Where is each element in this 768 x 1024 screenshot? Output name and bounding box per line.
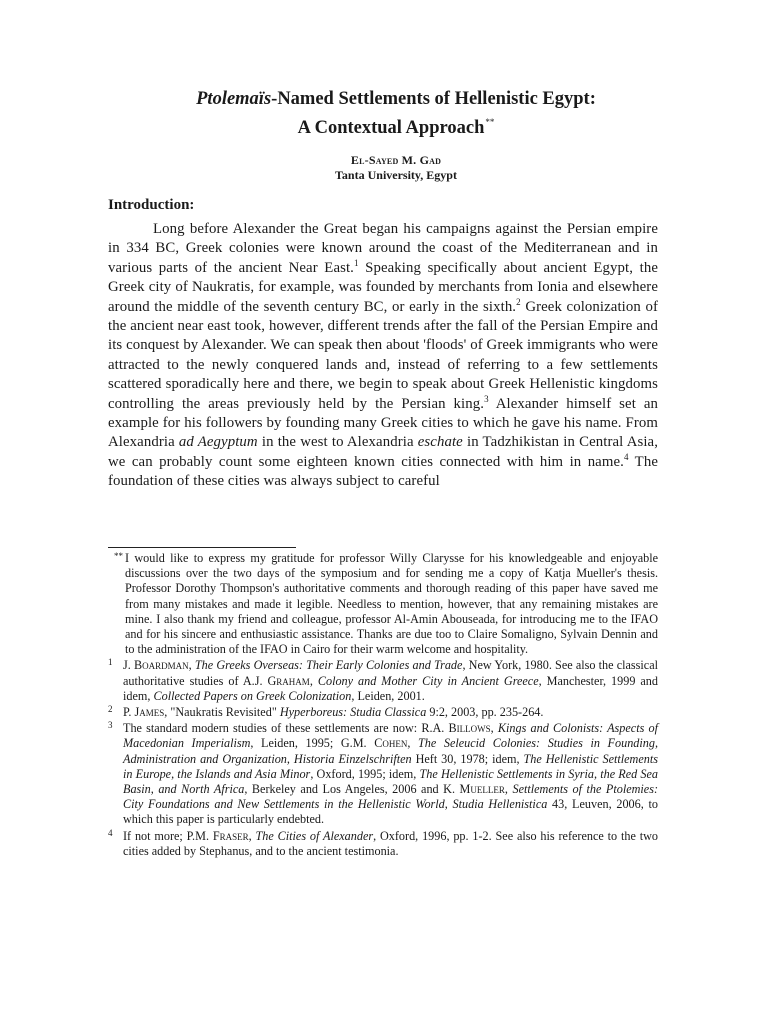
body-paragraph [108,220,658,492]
title-rest: -Named Settlements of Hellenistic Egypt: [271,89,596,109]
footnote-ref-4[interactable]: 4 [623,451,629,462]
author-name: El-Sayed M. Gad [350,153,442,167]
footnote-1: 1 J. Boardman, The Greeks Overseas: Their Early Colonies and Trade, New York, 1980. See also the classical authoritative studies of A.J. Graham, Colony and Mother City in Ancient Greece, Manchester, 1999 and idem, Collected Papers on Greek Colonization, Leiden, 2001. [108,657,659,703]
footnote-mark: 2 [108,704,113,715]
footnote-divider [108,547,296,548]
footnote-mark: 1 [108,657,113,668]
section-heading: Introduction: [108,197,195,213]
footnote-2: 2 P. James, "Naukratis Revisited" Hyperboreus: Studia Classica 9:2, 2003, pp. 235-264. [108,704,544,720]
footnote-mark: 4 [108,827,113,838]
author-affiliation: Tanta University, Egypt [335,168,457,182]
footnote-mark: 3 [108,720,113,731]
author-block [100,153,692,183]
footnote-3: 3 The standard modern studies of these settlements are now: R.A. Billows, Kings and Colonists: Aspects of Macedonian Imperialism, Leiden, 1995; G.M. Cohen, The Seleucid Colonies: Studies in Founding, Administration and Organization, Historia Einzelschriften Heft 30, 1978; idem, The Hellenistic Settlements in Europe, the Islands and Asia Minor, Oxford, 1995; idem, The Hellenistic Settlements in Syria, the Red Sea Basin, and North Africa, Berkeley and Los Angeles, 2006 and K. Mueller, Settlements of the Ptolemies: City Foundations and New Settlements in the Hellenistic World, Studia Hellenistica 43, Leuven, 2006, to which this paper is particularly endebted. [108,720,659,827]
footnote-ref-2[interactable]: 2 [516,296,521,307]
title-line-1 [100,88,692,111]
footnote-acknowledgements: ** I would like to express my gratitude for professor Willy Clarysse for his knowledgeable and enjoyable discussions over the two days of the symposium and for sending me a copy of Katja Mueller's thesis. Professor Dorothy Thompson's authoritative comments and thorough reading of this paper have saved me from many mistakes and made it legible. Needless to mention, however, that any remaining mistakes are mine. I also thank my friend and colleague, professor Al-Amin Abouseada, for introducing me to the IFAO and for his sincere and enthusiastic assistance. Thanks are due too to Claire Somaligno, Sylvain Dennin and to the administration of the IFAO in Cairo for their warm welcome and hospitality. [114,551,658,657]
footnote-4: 4 If not more; P.M. Fraser, The Cities of Alexander, Oxford, 1996, pp. 1-2. See also his reference to the two cities added by Stephanus, and to the ancient testimonia. [108,827,658,858]
title-line-2: A Contextual Approach** [297,117,495,138]
footnote-ref-3[interactable]: 3 [484,393,489,404]
paper-title [100,88,692,140]
intro-paragraph: Long before Alexander the Great began his campaigns against the Persian empire in 334 BC, Greek colonies were known around the coast of the Mediterranean and in various parts of the ancient Near East.$^1$ Speaking specifically about ancient Egypt, the Greek city of Naukratis, for example, was founded by merchants from Ionia and elsewhere around the middle of the seventh century BC, or early in the sixth.$^2$ Greek colonization of the ancient near east took, however, different trends after the fall of the Persian Empire and its conquest by Alexander. We can speak then about 'floods' of Greek immigrants who were attracted to the newly conquered lands and, instead of referring to a few settlements scattered sporadically here and there, we begin to speak about Greek Hellenistic kingdoms controlling the areas previously held by the Persian king.$^3$ Alexander himself set an example for his followers by founding many Greek cities to which he gave his name. From Alexandria ad Aegyptum in the west to Alexandria eschate in Tadzhikistan in Central Asia, we can probably count some eighteen known cities connected with him in name.$^4$ The foundation of these cities was always subject to careful [108,221,659,490]
footnote-mark: ** [114,551,123,561]
footnotes [108,551,658,860]
footnote-ref-1[interactable]: 1 [353,257,359,268]
title-footnote-mark[interactable]: ** [485,117,495,127]
title-italic: Ptolemaïs [196,89,272,109]
